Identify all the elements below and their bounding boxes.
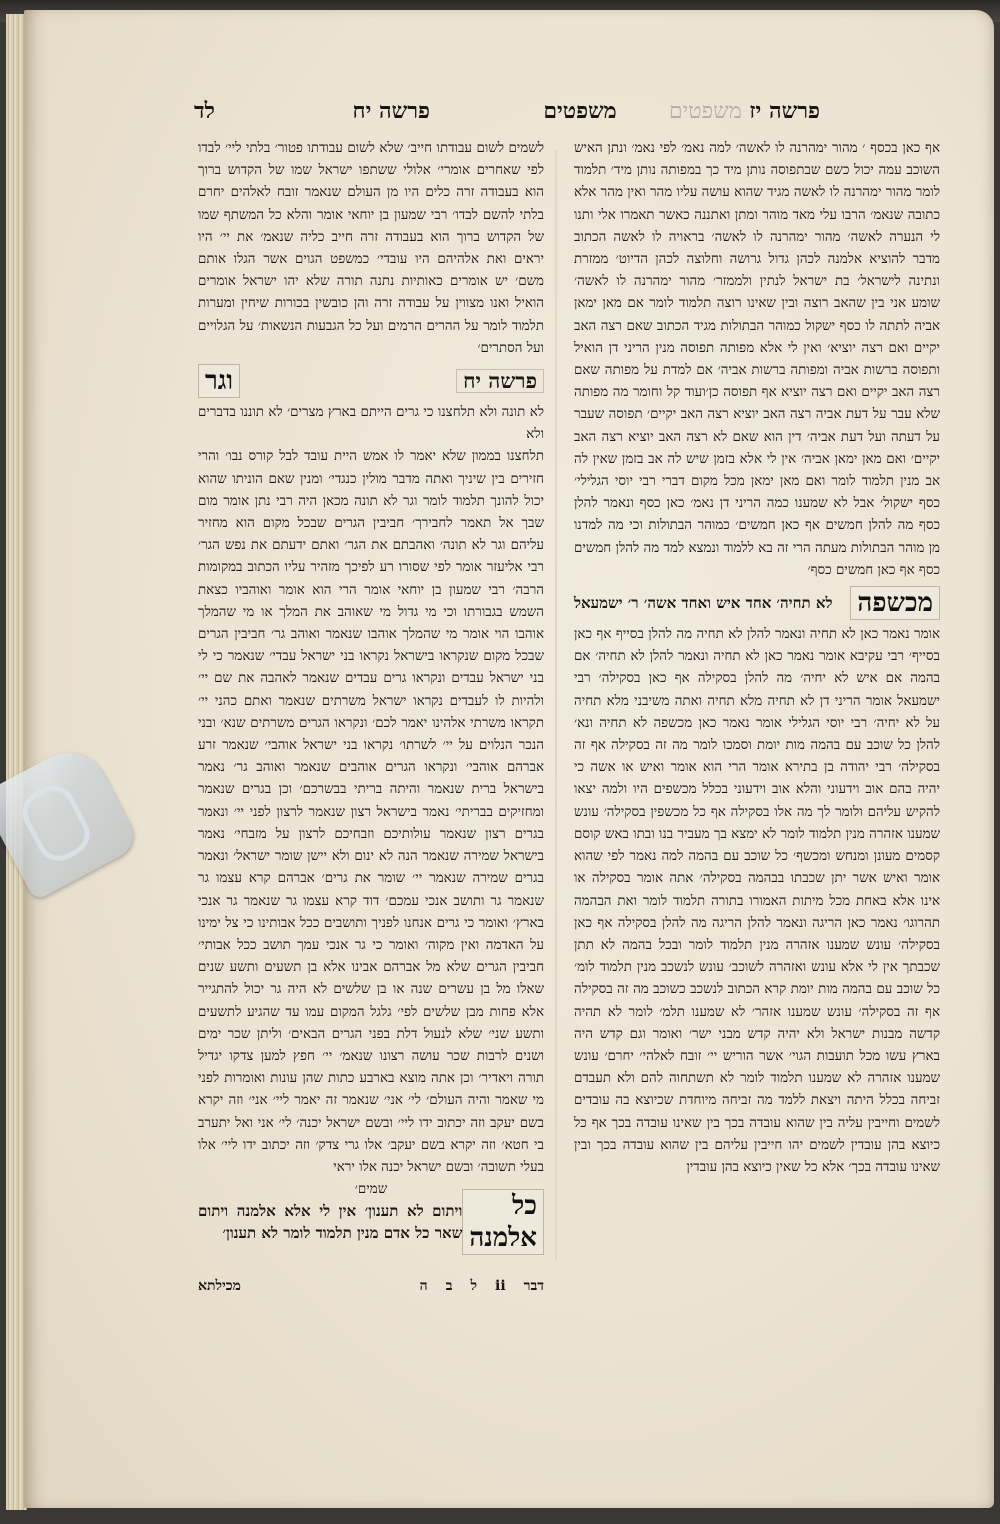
page-footer: [198, 1278, 544, 1302]
section-heading: [198, 364, 544, 398]
section-lemma: לא תונה ולא תלחצנו כי גרים הייתם בארץ מצרים׳ לא תוננו בדברים ולא: [198, 405, 544, 443]
parasha-title-left: פרשה יח: [352, 98, 430, 124]
paragraph: אומר נאמר כאן לא תחיה ונאמר להלן לא תחיה מה להלן בסייף אף כאן בסייף׳ רבי עקיבא אומר נאמר כאן לא תחיה ונאמר להלן לא תחיה׳ אם בהמה אם איש לא יחיה׳ מה להלן בסקילה אף כאן בסקילה׳ רבי ישמעאל אומר הריני דן לא תחיה מלא תחיה ואתה משיבני מלא תחיה על לא יחיה׳ רבי יוסי הגלילי אומר נאמר כאן מכשפה לא תחיה ונא׳ להלן כל שוכב עם בהמה מות יומת וסמכו לומר מה זה בסקילה אף זה בסקילה׳ רבי יהודה בן בתירא אומר הרי הוא אומר ואיש או אשה כי יהיה בהם אוב וידעוני והלא אוב וידעוני בכלל מכשפים היו ולמה יצאו להקיש עליהם ולומר לך מה אלו בסקילה אף כל מכשפין בסקילה׳ עונש שמענו אזהרה מנין תלמוד לומר לא ימצא בך מעביר בנו ובתו באש קוסם קסמים מעונן ומנחש ומכשף׳ כל שוכב עם בהמה למה נאמר לפי שהוא אומר ואיש אשר יתן שכבתו בבהמה בסקילה׳ אתה אומר בסקילה או אינו אלא באחת מכל מיתות האמורו בתורה תלמוד לומר ואת הבהמה תהרוגו׳ נאמר כאן הריגה ונאמר להלן הריגה מה להלן בסקילה אף כאן בסקילה׳ עונש שמענו אזהרה מנין תלמוד לומר ובכל בהמה לא תתן שכבתך אין לי אלא עונש ואזהרה לשוכב׳ עונש לנשכב מנין תלמוד לומ׳ כל שוכב עם בהמה מות יומת קרא הכתוב לנשכב כשוכב מה זה בסקילה אף זה בסקילה׳ עונש שמענו אזהר׳ לא שמענו תלמ׳ לומר לא תהיה קדשה מבנות ישראל ולא יהיה קדש מבני ישר׳ ואומר וגם קדש היה בארץ עשו מכל תועבות הגוי׳ אשר הוריש יי׳ זובח לאלהי׳ יחרם׳ עונש שמענו אזהרה לא שמענו תלמוד לומר לא תשתחוה להם ולא תעבדם זביחה בכלל היתה ויצאת ללמד מה זביחה מיוחדת שכיוצא בה עובדים לשמים וחייבין עליה בין שהוא עובדה בכך בין שאינו עובדה בכך אף כל כיוצא בהן עובדין לשמים יהו חייבין עליהם בין שהוא עובדה בכך ובין שאינו עובדה בכך׳ אלא כל שאין כיוצא בהן עובדין: [574, 627, 940, 1175]
section-heading: [574, 586, 940, 620]
section-heading: [198, 1191, 544, 1254]
signature-mark: ב: [445, 1278, 453, 1294]
paragraph-end: שמים׳: [354, 1182, 388, 1198]
text-column-right: [574, 138, 940, 1188]
running-head-right: [668, 98, 820, 132]
section-word: וגר: [198, 364, 240, 398]
signature-mark: דבר: [523, 1278, 544, 1294]
signature-marks: [420, 1278, 544, 1302]
running-head-center: משפטים: [543, 98, 617, 124]
column-gutter: [555, 150, 557, 1260]
section-lemma: לא תחיה׳ אחד איש ואחד אשה׳ ר׳ ישמעאל: [574, 593, 833, 612]
parasha-title-right: פרשה יז: [749, 98, 820, 124]
paragraph: תלחצנו בממון שלא יאמר לו אמש היית עובד לבל קורס נבו׳ והרי חזירים בין שיניך ואתה מדבר מולין כנגדי׳ ומנין שאם הוניתו שהוא יכול להונך תלמוד לומר וגר לא תונה מכאן היה רבי נתן אומר מום שבך אל תאמר לחבירך׳ חביבין הגרים שבכל מקום הוא מחזיר עליהם וגר לא תונה׳ ואהבתם את הגר׳ ואתם ידעתם את נפש הגר׳ רבי אליעזר אומר לפי שסורו רע לפיכך מזהיר עליו הכתוב במקומות הרבה׳ רבי שמעון בן יוחאי אומר הרי הוא אומר ואוהביו כצאת השמש בגבורתו וכי מי גדול מי שאוהב את המלך או מי שהמלך אוהבו הוי אומר מי שהמלך אוהבו שנאמר ואוהב גר׳ חביבין הגרים שבכל מקום שנקראו בישראל נקראו בני ישראל עבדי׳ שנאמר כי לי בני ישראל עבדים ונקראו גרים עבדים שנאמר לאהבה את שם יי׳ ולהיות לו לעבדים נקראו ישראל משרתים שנאמר ואתם כהני יי׳ תקראו משרתי אלהינו יאמר לכם׳ ונקראו הגרים משרתים שנא׳ ובני הנכר הנלוים על יי׳ לשרתו׳ נקראו בני ישראל אוהבי׳ שנאמר זרע אברהם אוהבי׳ ונקראו הגרים אוהבים שנאמר ואוהב גר׳ נאמר בישראל ברית שנאמר והיתה בריתי בבשרכם׳ וכן בגרים שנאמר ומחזיקים בבריתי׳ נאמר בישראל רצון שנאמר לרצון לפני יי׳ ונאמר בגרים רצון שנאמר עולותיכם וזבחיכם לרצון על מזבחי׳ נאמר בישראל שמירה שנאמר הנה לא ינום ולא יישן שומר ישראל׳ ונאמר בגרים שמירה שנאמר יי׳ שומר את גרים׳ אברהם קרא עצמו גר שנאמר גר ותושב אנכי עמכם׳ דוד קרא עצמו גר שנאמר גר אנכי בארץ׳ ואומר כי גרים אנחנו לפניך ותושבים ככל אבותינו כי צל ימינו על האדמה ואין מקוה׳ ואומר כי גר אנכי עמך תושב ככל אבותי׳ חביבין הגרים שלא מל אברהם אבינו אלא בן תשעים ותשע שנים שאלו מל בן עשרים שנה או בן שלשים לא היה גר יכול להתגייר אלא פחות מבן שלשים לפי׳ גלגל המקום עמו עד שהגיע לתשעים ותשע שני׳ שלא לנעול דלת בפני הגרים הבאים׳ וליתן שכר ימים ושנים לרבות שכר עושה רצונו שנאמ׳ יי׳ חפץ למען צדקו יגדיל תורה ויאדיר׳ וכן אתה מוצא בארבע כתות שהן עונות ואומרות לפני מי שאמר והיה העולם׳ לי׳ אני׳ שנאמר זה יאמר ליי׳ אני׳ וזה יקרא בשם יעקב וזה יכתוב ידו ליי׳ ובשם ישראל יכנה׳ לי׳ אני ואל יתערב בי חטא׳ וזה יקרא בשם יעקב׳ אלו גרי צדק׳ וזה יכתוב ידו ליי׳ אלו בעלי תשובה׳ ובשם ישראל יכנה אלו יראי: [198, 449, 544, 1175]
running-head-left: [194, 98, 430, 132]
paragraph: אף כאן בכסף ׳ מהור ימהרנה לו לאשה׳ למה נאמ׳ לפי נאמ׳ ונתן האיש השוכב עמה יכול כשם שבתפוסה נותן מיד כך במפותה נותן מיד׳ תלמוד לומר מהור ימהרנה לו לאשה מגיד שהוא עושה עליו מהר ואין מהר אלא כתובה שנאמ׳ הרבו עלי מאד מוהר ומתן ואתננה כאשר תאמרו אלי ותנו לי הנערה לאשה׳ מהור ימהרנה לו לאשה׳ בראויה לו לאשה הכתוב מדבר להוציא אלמנה לכהן גדול גרושה וחלוצה לכהן הדיוט׳ ממזרת ונתינה לישראל׳ בת ישראל לנתין ולממזר׳ מהור ימהרנה לו לאשה׳ שומע אני בין שהאב רוצה ובין שאינו רוצה תלמוד לומר אם מאן ימאן אביה לתתה לו כסף ישקול כמוהר הבתולות מגיד הכתוב שאם רצה האב יקיים ואם רצה יוציא׳ ואין לי אלא מפותה תפוסה מנין הריני דן הואיל ותפוסה ברשות אביה ומפותה ברשות אביה׳ אם למדת על מפותה שאם רצה האב יקיים ואם רצה יוציא אף תפוסה כן׳ועוד קל וחומר מה מפותה שלא עבר על דעת אביה רצה האב יוציא רצה האב יקיים׳ תפוסה שעבר על דעתה ועל דעת אביה׳ דין הוא שאם לא רצה האב יוציא רצה האב יקיים׳ ואם מאן ימאן אביה׳ אין לי אלא בזמן שיש לה אב בזמן שאין לה אב מנין תלמוד לומר ואם מאן ימאן מכל מקום דברי רבי יוסי הגלילי׳ כסף ישקול׳ אבל לא שמענו כמה הריני דן נאמ׳ כאן כסף ונאמר להלן כסף מה להלן חמשים אף כאן חמשים׳ כמוהר הבתולות וכי מה למדנו מן מוהר הבתולות מעתה הרי זה בא ללמוד ונמצא למד מה להלן חמשים כסף אף כאן חמשים כסף׳: [574, 141, 940, 578]
signature-mark: ה: [419, 1278, 428, 1294]
text-column-left: [198, 138, 544, 1254]
show-through-text: משפטים: [668, 99, 742, 124]
clip-loop: [15, 778, 97, 869]
section-lemma: ויתום לא תענון׳ אין לי אלא אלמנה ויתום שאר כל אדם מנין תלמוד לומר לא תענון׳: [198, 1202, 463, 1243]
signature-mark: ii: [495, 1278, 506, 1294]
section-title: פרשה יח: [456, 369, 544, 393]
section-word: מכשפה: [850, 586, 940, 620]
folio-number: לד: [194, 98, 215, 124]
catchword: מכילתא: [198, 1278, 241, 1294]
section-word: כל אלמנה: [462, 1189, 544, 1255]
signature-mark: ל: [470, 1278, 477, 1294]
paragraph: לשמים לשום עבודתו חייב׳ שלא לשום עבודתו פטור׳ בלתי ליי׳ לבדו לפי שאחרים אומרי׳ אלולי ששתפו ישראל שמו של הקדוש ברוך הוא בעבודה זרה כלים היו מן העולם שנאמר זובח לאלהים יחרם בלתי להשם לבדו׳ רבי שמעון בן יוחאי אומר והלא כל המשתף שמו של הקדוש ברוך הוא בעבודה זרה חייב כליה שנאמ׳ את יי׳ היו יראים ואת אלהיהם היו עובדי׳ כמשפט הגוים אשר הגלו אותם משם׳ יש אומרים כאותיות נתנה תורה שלא יהו ישראל אומרים הואיל ואנו מצווין על עבודה זרה והן כובשין בכורות שיחין ומערות תלמוד לומר על ההרים הרמים ועל כל הגבעות הנשאות׳ על הגלויים ועל הסתרים׳: [198, 141, 544, 356]
